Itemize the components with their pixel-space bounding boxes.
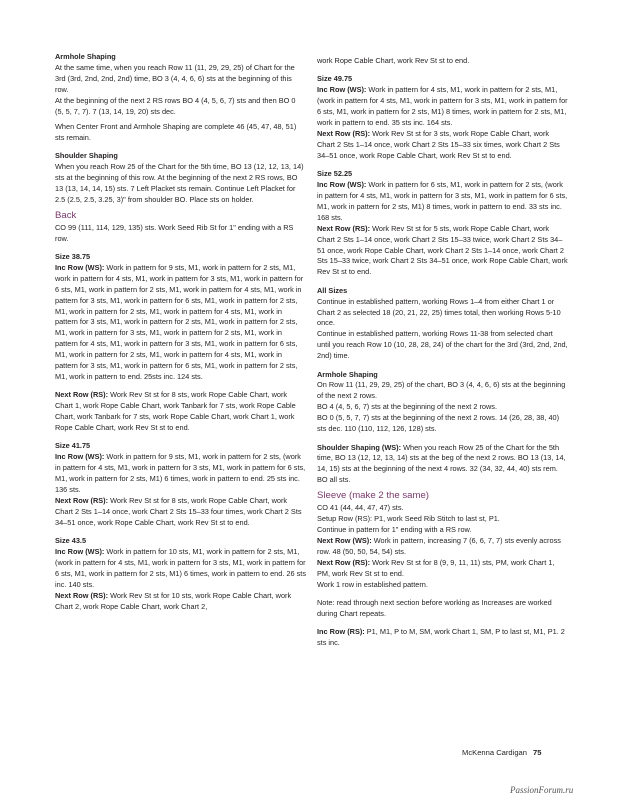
sleeve-next-row-rs xyxy=(317,558,568,580)
row-label: Inc Row (WS): xyxy=(55,452,105,462)
sleeve-continue: Continue in pattern for 1" ending with a RS row. xyxy=(317,525,472,535)
row-label: Inc Row (WS): xyxy=(317,180,367,190)
size-49-heading: Size 49.75 xyxy=(317,74,353,84)
shoulder-shaping-heading: Shoulder Shaping xyxy=(55,150,118,160)
right-column xyxy=(317,56,568,653)
page-footer xyxy=(462,748,541,757)
row-text: Work in pattern, increasing 7 (6, 6, 7, 7) sts evenly across row. 48 (50, 50, 54, 54) sts. xyxy=(317,536,561,556)
row-text: Work in pattern for 9 sts, M1, work in pattern for 2 sts, (work in pattern for 4 sts, M1, work in pattern for 3 sts, M1, work in pattern for 6 sts, M1, work in pattern for 2 sts, M1) 6 times, work in pattern to end. 25 sts inc. 136 sts. xyxy=(55,452,306,495)
all-sizes-text-2: Continue in established pattern, working Rows 11-38 from selected chart until you reach Row 10 (10, 28, 28, 24) of the chart for the 3rd (3rd, 2nd, 2nd, 2nd) time. xyxy=(317,329,568,361)
watermark: PassionForum.ru xyxy=(510,785,574,795)
all-sizes-heading: All Sizes xyxy=(317,285,348,295)
row-text: Work in pattern for 9 sts, M1, work in pattern for 2 sts, M1, work in pattern for 4 sts, M1, work in pattern for 3 sts, M1, work in pattern for 6 sts, M1, work in pattern for 2 sts, M1, work in pattern for 4 sts, M1, work in pattern for 3 sts, M1, work in pattern for 6 sts, M1, work in pattern for 2 sts, M1, work in pattern for 2 sts, M1, work in pattern for 4 sts, M1, work in pattern for 3 sts, M1, work in pattern for 2 sts, M1, work in pattern for 2 sts, M1, work in pattern for 3 sts, M1, work in pattern for 2 sts, M1, work in pattern for 4 sts, M1, work in pattern for 3 sts, M1, work in pattern for 6 sts, M1, work in pattern for 2 sts, M1, work in pattern for 4 sts, M1, work in pattern for 3 sts, M1, work in pattern for 6 sts, M1, work in pattern for 2 sts, M1, work in pattern to end. 25sts inc. 124 sts. xyxy=(55,262,304,381)
row-label: Inc Row (WS): xyxy=(317,85,367,95)
center-front-text: When Center Front and Armhole Shaping are complete 46 (45, 47, 48, 51) sts remain. xyxy=(55,121,297,142)
sleeve-note: Note: read through next section before working as Increases are worked during Chart repeats. xyxy=(317,598,552,618)
row-text: Work Rev St st for 8 sts, work Rope Cable Chart, work Chart 1, work Rope Cable Chart, work Tanbark for 7 sts, work Rope Cable Chart, work Tanbark for 7 sts, work Rope Cable Chart, work Chart 1, work Rope Cable Chart, work Rev St st to end. xyxy=(55,390,296,433)
back-armhole-text: On Row 11 (11, 29, 29, 25) of the chart, BO 3 (4, 4, 6, 6) sts at the beginning of the next 2 rows. xyxy=(317,380,566,401)
sleeve-inc-row xyxy=(317,627,568,649)
size-49-next-row xyxy=(317,129,568,162)
back-cast-on-text: CO 99 (111, 114, 129, 135) sts. Work Seed Rib St for 1" ending with a RS row. xyxy=(55,222,294,243)
size-38-next-row xyxy=(55,390,306,434)
size-43-inc-row xyxy=(55,547,306,591)
row-text: Work in pattern for 10 sts, M1, work in pattern for 2 sts, M1, (work in pattern for 4 sts, M1, work in pattern for 3 sts, M1, work in pattern for 6 sts, M1, work in pattern for 2 sts, M1) 6 times, work in pattern to end. 26 sts inc. 140 sts. xyxy=(55,547,307,589)
size-43-next-row xyxy=(55,591,306,613)
row-label: Next Row (RS): xyxy=(317,557,371,567)
sleeve-setup-row: Setup Row (RS): P1, work Seed Rib Stitch to last st, P1. xyxy=(317,514,500,524)
armhole-shaping-text: At the same time, when you reach Row 11 (11, 29, 29, 25) of Chart for the 3rd (3rd, 2nd, 2nd, 2nd) time, BO 3 (4, 4, 6, 6) sts at the beginning of this row. xyxy=(55,62,295,94)
row-text: Work Rev St st for 3 sts, work Rope Cable Chart, work Chart 2 Sts 1–14 once, work Chart 2 Sts 15–33 six times, work Chart 2 Sts 34–51 once, work Rope Cable Chart, work Rev St st to end. xyxy=(317,128,560,160)
row-label: Next Row (RS): xyxy=(55,590,109,600)
back-armhole-text-2: BO 4 (4, 5, 6, 7) sts at the beginning of the next 2 rows. xyxy=(317,402,498,412)
row-label: Inc Row (RS): xyxy=(317,627,365,637)
page-number: 75 xyxy=(533,748,542,757)
armhole-shaping-heading: Armhole Shaping xyxy=(55,52,116,61)
sleeve-cast-on: CO 41 (44, 44, 47, 47) sts. xyxy=(317,503,404,513)
row-text: Work Rev St st for 10 sts, work Rope Cable Chart, work Chart 2, work Rope Cable Chart, work Chart 2, xyxy=(55,590,292,611)
continued-text: work Rope Cable Chart, work Rev St st to end. xyxy=(317,56,470,65)
row-text: Work Rev St st for 8 (9, 9, 11, 11) sts, PM, work Chart 1, PM, work Rev St st to end. xyxy=(317,557,555,578)
sleeve-section-title: Sleeve (make 2 the same) xyxy=(317,490,429,502)
row-text: Work Rev St st for 5 sts, work Rope Cable Chart, work Chart 2 Sts 1–14 once, work Chart 2 Sts 15–33 twice, work Chart 2 Sts 34–51 once, work Rope Cable Chart, work Chart 2 Sts 1–14 once, work Chart 2 Sts 15–33 twice, work Chart 2 Sts 34–51 once, work Rope Cable Chart, work Rev St st to end. xyxy=(317,223,568,277)
sleeve-next-row-ws xyxy=(317,536,568,558)
left-column xyxy=(55,52,306,617)
size-49-inc-row xyxy=(317,85,568,129)
back-armhole-text-3: BO 0 (5, 5, 7, 7) sts at the beginning of the next 2 rows. 14 (26, 28, 38, 40) sts dec. 110 (110, 112, 126, 128) sts. xyxy=(317,413,560,434)
size-52-next-row xyxy=(317,224,568,279)
shoulder-shaping-text: When you reach Row 25 of the Chart for the 5th time, BO 13 (12, 12, 13, 14) sts at the beginning of this row. At the beginning of the next 2 RS rows, BO 13 (13, 14, 14, 15) sts. 7 Left Placket sts remain. Continue Left Placket for 2.5 (2.5, 2.5, 3.25, 3)" from shoulder BO. Place sts on holder. xyxy=(55,161,304,204)
row-label: Shoulder Shaping (WS): xyxy=(317,442,402,452)
row-label: Next Row (RS): xyxy=(317,128,371,138)
back-armhole-heading: Armhole Shaping xyxy=(317,369,378,379)
row-label: Next Row (RS): xyxy=(317,223,371,233)
size-43-heading: Size 43.5 xyxy=(55,536,87,546)
row-label: Next Row (RS): xyxy=(55,496,109,505)
all-sizes-text: Continue in established pattern, working Rows 1–4 from either Chart 1 or Chart 2 as selected 18 (20, 21, 22, 25) times total, then working Rows 5-10 once. xyxy=(317,296,561,328)
row-text: When you reach Row 25 of the Chart for the 5th time, BO 13 (12, 12, 13, 14) sts at the beg of the next 2 rows. BO 13 (13, 14, 14, 15) sts at the beginning of the next 4 rows. 32 (34, 32, 44, 40) sts rem. BO all sts. xyxy=(317,442,566,485)
sleeve-work-row: Work 1 row in established pattern. xyxy=(317,579,428,589)
back-section-title: Back xyxy=(55,209,77,221)
size-52-heading: Size 52.25 xyxy=(317,169,353,179)
size-38-inc-row xyxy=(55,263,306,383)
row-text: Work in pattern for 6 sts, M1, work in pattern for 2 sts, (work in pattern for 4 sts, M1, work in pattern for 3 sts, M1, work in pattern for 6 sts, M1, work in pattern for 2 sts, M1) 8 times, work in pattern to end. 33 sts inc. 168 sts. xyxy=(317,180,568,222)
row-label: Inc Row (WS): xyxy=(55,547,105,557)
row-text: P1, M1, P to M, SM, work Chart 1, SM, P to last st, M1, P1. 2 sts inc. xyxy=(317,627,565,648)
size-41-next-row xyxy=(55,496,306,529)
size-41-heading: Size 41.75 xyxy=(55,441,91,451)
row-label: Next Row (RS): xyxy=(55,390,109,400)
back-shoulder-shaping xyxy=(317,443,568,487)
row-text: Work in pattern for 4 sts, M1, work in pattern for 2 sts, M1, (work in pattern for 4 sts, M1, work in pattern for 3 sts, M1, work in pattern for 6 sts, M1, work in pattern for 2 sts, M1) 8 times, work in pattern for 2 sts, M1, work in pattern to end. 35 sts inc. 164 sts. xyxy=(317,85,568,128)
armhole-shaping-text-2: At the beginning of the next 2 RS rows BO 4 (4, 5, 6, 7) sts and then BO 0 (5, 5, 7, 7). 7 (13, 14, 19, 20) sts dec. xyxy=(55,95,296,116)
size-41-inc-row xyxy=(55,452,306,496)
row-text: Work Rev St st for 8 sts, work Rope Cable Chart, work Chart 2 Sts 1–14 once, work Chart 2 Sts 15–33 four times, work Chart 2 Sts 34–51 once, work Rope Cable Chart, work Rev St st to end. xyxy=(55,496,302,527)
row-label: Inc Row (WS): xyxy=(55,262,105,272)
size-52-inc-row xyxy=(317,180,568,224)
row-label: Next Row (WS): xyxy=(317,536,372,546)
size-38-heading: Size 38.75 xyxy=(55,251,91,261)
footer-pattern-title: McKenna Cardigan xyxy=(462,748,528,757)
